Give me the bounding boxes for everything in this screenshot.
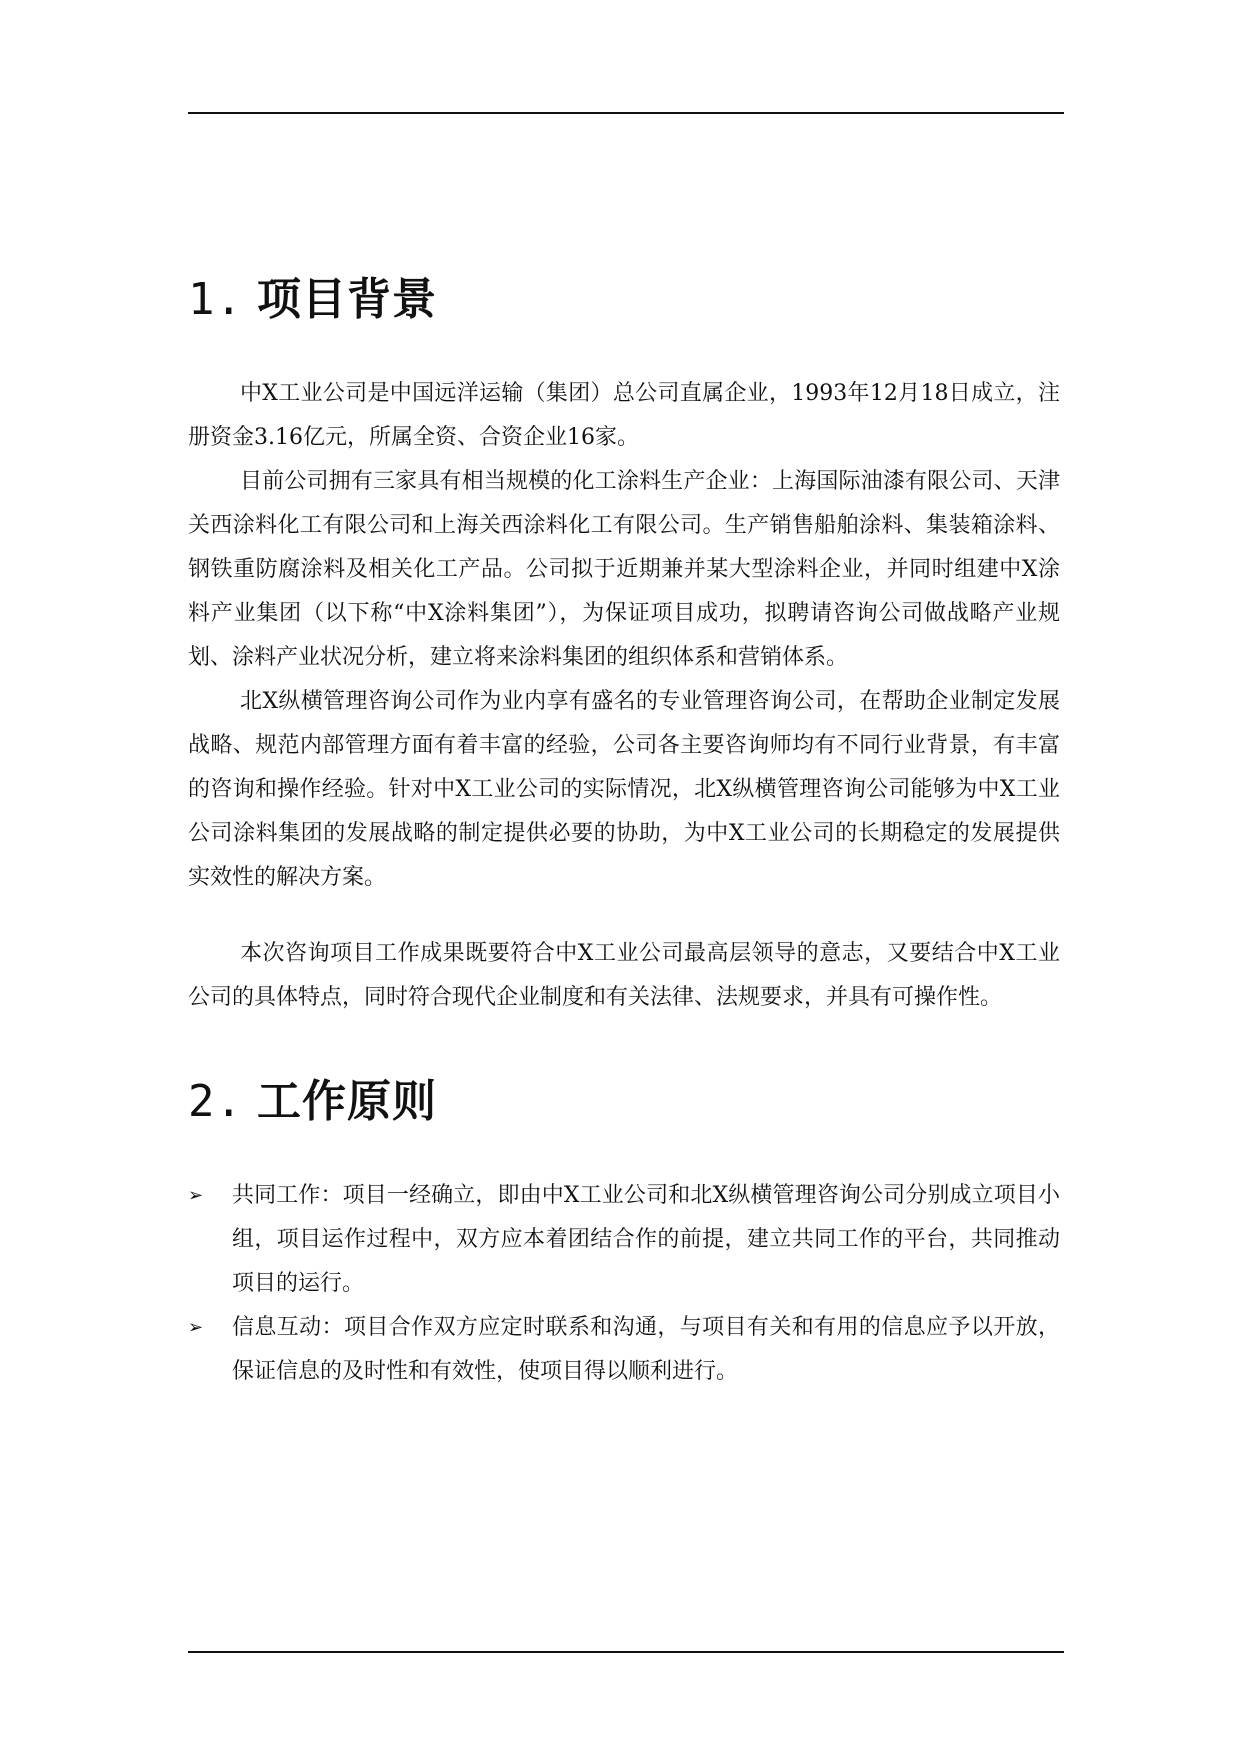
section-heading-principles (188, 1070, 1060, 1134)
section-heading-background (188, 268, 1060, 332)
paragraph-project-goal: 本次咨询项目工作成果既要符合中X工业公司最高层领导的意志，又要结合中X工业公司的具体特点，同时符合现代企业制度和有关法律、法规要求，并具有可操作性。 (188, 941, 1060, 1010)
list-item-text: 信息互动：项目合作双方应定时联系和沟通，与项目有关和有用的信息应予以开放，保证信息的及时性和有效性，使项目得以顺利进行。 (232, 1315, 1060, 1384)
arrowhead-bullet-icon: ➢ (188, 1185, 204, 1206)
list-item (188, 1174, 1060, 1306)
section-number: 1. (188, 274, 243, 325)
list-item-text: 共同工作：项目一经确立，即由中X工业公司和北X纵横管理咨询公司分别成立项目小组，项目运作过程中，双方应本着团结合作的前提，建立共同工作的平台，共同推动项目的运行。 (232, 1183, 1060, 1296)
list-item (188, 1306, 1060, 1394)
section-title: 项目背景 (256, 274, 437, 325)
section-title: 工作原则 (256, 1076, 437, 1127)
paragraph-company-business: 目前公司拥有三家具有相当规模的化工涂料生产企业：上海国际油漆有限公司、天津关西涂料化工有限公司和上海关西涂料化工有限公司。生产销售船舶涂料、集装箱涂料、钢铁重防腐涂料及相关化工产品。公司拟于近期兼并某大型涂料企业，并同时组建中X涂料产业集团（以下称“中X涂料集团”），为保证项目成功，拟聘请咨询公司做战略产业规划、涂料产业状况分析，建立将来涂料集团的组织体系和营销体系。 (188, 469, 1060, 670)
section-number: 2. (188, 1076, 243, 1127)
principles-list (188, 1174, 1060, 1394)
paragraph-consultant-intro: 北X纵横管理咨询公司作为业内享有盛名的专业管理咨询公司，在帮助企业制定发展战略、规范内部管理方面有着丰富的经验，公司各主要咨询师均有不同行业背景，有丰富的咨询和操作经验。针对中X工业公司的实际情况，北X纵横管理咨询公司能够为中X工业公司涂料集团的发展战略的制定提供必要的协助，为中X工业公司的长期稳定的发展提供实效性的解决方案。 (188, 689, 1060, 890)
footer-rule (188, 1651, 1064, 1653)
arrowhead-bullet-icon: ➢ (188, 1317, 204, 1338)
document-body (188, 268, 1060, 1394)
paragraph-company-intro: 中X工业公司是中国远洋运输（集团）总公司直属企业，1993年12月18日成立，注册资金3.16亿元，所属全资、合资企业16家。 (188, 381, 1060, 450)
header-rule (188, 112, 1064, 114)
